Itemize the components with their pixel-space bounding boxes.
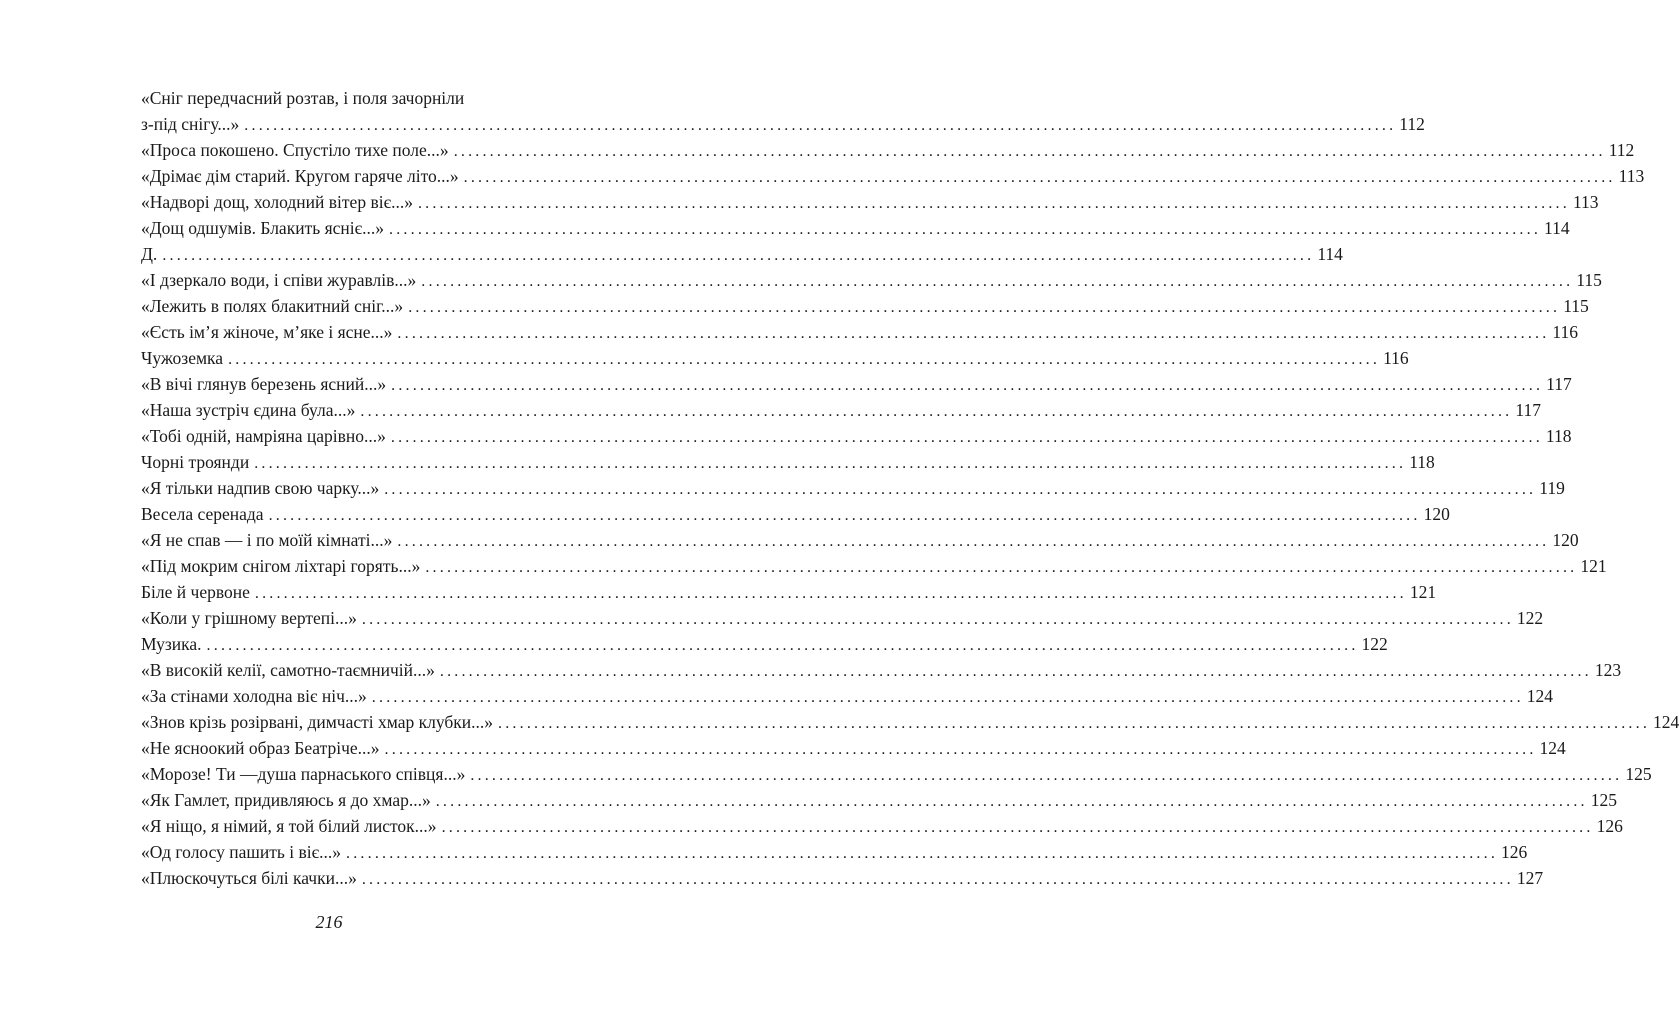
toc-entry: [141, 371, 1572, 397]
toc-entry: [141, 215, 1570, 241]
toc-entry: [141, 579, 1437, 605]
toc-entry-row: [141, 501, 1450, 527]
toc-entry: [141, 761, 1652, 787]
dot-leader: ................................................................................................................................................................: [391, 377, 1544, 394]
toc-entry-page: 113: [1618, 166, 1645, 186]
toc-entry-row: [141, 709, 1679, 735]
toc-entry: [141, 631, 1388, 657]
toc-entry: [141, 709, 1679, 735]
toc-entry-row: [141, 215, 1570, 241]
dot-leader: ................................................................................................................................................................: [254, 585, 1407, 602]
toc-entry-page: 118: [1545, 426, 1572, 446]
dot-leader: ................................................................................................................................................................: [361, 871, 1514, 888]
toc-entry-page: 121: [1409, 582, 1437, 602]
toc-entry: [141, 241, 1343, 267]
dot-leader: ................................................................................................................................................................: [228, 351, 1381, 368]
toc-entry: [141, 397, 1541, 423]
toc-entry-row: [141, 553, 1607, 579]
toc-entry-row: [141, 449, 1435, 475]
toc-entry: [141, 293, 1589, 319]
toc-entry: [141, 839, 1528, 865]
toc-entry-page: 122: [1516, 608, 1544, 628]
toc-entry-title: «Я не спав — і по моїй кімнаті...»: [141, 530, 393, 550]
toc-entry-title: Музика.: [141, 634, 202, 654]
toc-entry-page: 112: [1399, 114, 1425, 134]
toc-entry-page: 120: [1552, 530, 1579, 550]
toc-entry-page: 119: [1539, 478, 1565, 498]
toc-entry-title: «Морозе! Ти —душа парнаського співця...»: [141, 764, 466, 784]
toc-entry-row: [141, 683, 1554, 709]
toc-entry-row: [141, 319, 1579, 345]
toc-entry-title: «Од голосу пашить і віє...»: [141, 842, 342, 862]
toc-entry-title: «Дощ одшумів. Блакить ясніє...»: [141, 218, 385, 238]
toc-entry-page: 115: [1563, 296, 1589, 316]
toc-entry-title: Біле й червоне: [141, 582, 250, 602]
toc-entry-page: 124: [1653, 712, 1679, 732]
dot-leader: ................................................................................................................................................................: [435, 793, 1588, 810]
toc-entry-row: [141, 189, 1599, 215]
table-of-contents: [141, 85, 1679, 891]
toc-entry: [141, 605, 1544, 631]
dot-leader: ................................................................................................................................................................: [453, 143, 1606, 160]
toc-entry-page: 126: [1596, 816, 1623, 836]
toc-entry-title: «Не ясноокий образ Беатріче...»: [141, 738, 380, 758]
toc-entry-page: 118: [1409, 452, 1435, 472]
toc-entry-title: «Знов крізь розірвані, димчасті хмар клубки...»: [141, 712, 494, 732]
toc-entry: [141, 319, 1579, 345]
toc-entry-row: [141, 371, 1572, 397]
dot-leader: ................................................................................................................................................................: [498, 715, 1651, 732]
toc-entry-title: «Лежить в полях блакитний сніг...»: [141, 296, 404, 316]
dot-leader: ................................................................................................................................................................: [346, 845, 1499, 862]
dot-leader: ................................................................................................................................................................: [470, 767, 1623, 784]
dot-leader: ................................................................................................................................................................: [390, 429, 1543, 446]
toc-entry-title: «Наша зустріч єдина була...»: [141, 400, 356, 420]
toc-entry-title: Весела серенада: [141, 504, 264, 524]
toc-entry-page: 126: [1501, 842, 1528, 862]
toc-entry-row: [141, 527, 1579, 553]
toc-entry-title: «За стінами холодна віє ніч...»: [141, 686, 367, 706]
toc-entry-title: «Як Гамлет, придивляюсь я до хмар...»: [141, 790, 431, 810]
dot-leader: ................................................................................................................................................................: [384, 481, 1537, 498]
toc-entry-row: [141, 267, 1602, 293]
toc-entry-page: 114: [1544, 218, 1570, 238]
toc-entry-title: «Плюскочуться білі качки...»: [141, 868, 357, 888]
toc-entry-row: [141, 839, 1528, 865]
toc-entry-page: 127: [1516, 868, 1544, 888]
dot-leader: ................................................................................................................................................................: [417, 195, 1570, 212]
page-number-folio: 216: [315, 912, 343, 932]
dot-leader: ................................................................................................................................................................: [441, 819, 1594, 836]
toc-entry: [141, 865, 1544, 891]
toc-entry: [141, 449, 1435, 475]
toc-entry-title: «В високій келії, самотно-таємничій...»: [141, 660, 435, 680]
toc-entry: [141, 345, 1409, 371]
toc-entry-page: 123: [1594, 660, 1622, 680]
toc-entry-title: Чужоземка: [141, 348, 224, 368]
toc-entry: [141, 267, 1602, 293]
toc-entry-page: 113: [1572, 192, 1599, 212]
toc-entry: [141, 501, 1450, 527]
dot-leader: ................................................................................................................................................................: [206, 637, 1359, 654]
dot-leader: ................................................................................................................................................................: [254, 455, 1407, 472]
toc-entry: [141, 189, 1599, 215]
toc-entry-page: 121: [1580, 556, 1607, 576]
toc-entry-row: [141, 423, 1572, 449]
toc-entry-page: 116: [1552, 322, 1579, 342]
dot-leader: ................................................................................................................................................................: [439, 663, 1592, 680]
dot-leader: ................................................................................................................................................................: [425, 559, 1578, 576]
toc-entry-title: Чорні троянди: [141, 452, 250, 472]
toc-entry-row: [141, 787, 1617, 813]
toc-entry-title: «Я ніщо, я німий, я той білий листок...»: [141, 816, 437, 836]
toc-entry-row: [141, 657, 1622, 683]
toc-entry-row: [141, 865, 1544, 891]
toc-entry-row: [141, 241, 1343, 267]
toc-entry-title: «Тобі одній, намріяна царівно...»: [141, 426, 386, 446]
toc-entry-page: 124: [1539, 738, 1566, 758]
toc-entry-title: «Коли у грішному вертепі...»: [141, 608, 357, 628]
toc-entry-page: 114: [1317, 244, 1343, 264]
toc-entry-row: [141, 631, 1388, 657]
toc-entry-title-line1: «Сніг передчасний розтав, і поля зачорніли: [141, 88, 465, 108]
toc-entry-page: 117: [1546, 374, 1572, 394]
toc-entry-row: [141, 397, 1541, 423]
toc-entry-row: [141, 761, 1652, 787]
toc-entry-row: [141, 163, 1645, 189]
toc-entry: [141, 657, 1622, 683]
toc-entry: [141, 137, 1635, 163]
toc-entry-page: 112: [1608, 140, 1635, 160]
toc-entry: [141, 813, 1623, 839]
toc-entry-row: [141, 813, 1623, 839]
toc-entry-title: «Єсть ім’я жіноче, м’яке і ясне...»: [141, 322, 393, 342]
toc-entry-page: 120: [1423, 504, 1450, 524]
dot-leader: ................................................................................................................................................................: [371, 689, 1524, 706]
toc-entry-row: [141, 475, 1565, 501]
toc-entry-page: 124: [1526, 686, 1554, 706]
toc-entry-page: 117: [1515, 400, 1541, 420]
toc-entry-title: «І дзеркало води, і співи журавлів...»: [141, 270, 417, 290]
toc-entry-page: 125: [1625, 764, 1652, 784]
dot-leader: ................................................................................................................................................................: [397, 325, 1550, 342]
toc-entry: [141, 735, 1566, 761]
toc-entry-row: [141, 735, 1566, 761]
toc-entry-title: «В вічі глянув березень ясний...»: [141, 374, 387, 394]
toc-entry-row: [141, 579, 1437, 605]
toc-entry: [141, 85, 1425, 137]
toc-entry-title: «Проса покошено. Спустіло тихе поле...»: [141, 140, 449, 160]
toc-entry-title: «Надворі дощ, холодний вітер віє...»: [141, 192, 413, 212]
dot-leader: ................................................................................................................................................................: [361, 611, 1514, 628]
toc-entry-row: [141, 111, 1425, 137]
dot-leader: ................................................................................................................................................................: [244, 117, 1397, 134]
toc-entry: [141, 683, 1554, 709]
toc-entry-page: 125: [1590, 790, 1617, 810]
toc-entry: [141, 423, 1572, 449]
dot-leader: ................................................................................................................................................................: [389, 221, 1542, 238]
dot-leader: ................................................................................................................................................................: [384, 741, 1537, 758]
toc-entry-title: з-під снігу...»: [141, 114, 240, 134]
dot-leader: ................................................................................................................................................................: [397, 533, 1550, 550]
toc-entry-row: [141, 293, 1589, 319]
dot-leader: ................................................................................................................................................................: [162, 247, 1315, 264]
dot-leader: ................................................................................................................................................................: [463, 169, 1616, 186]
toc-entry: [141, 527, 1579, 553]
toc-entry-title: «Під мокрим снігом ліхтарі горять...»: [141, 556, 421, 576]
toc-entry-page: 116: [1383, 348, 1409, 368]
toc-entry-page: 122: [1361, 634, 1388, 654]
toc-entry-title: «Я тільки надпив свою чарку...»: [141, 478, 380, 498]
toc-entry-title: Д.: [141, 244, 158, 264]
toc-entry-title: «Дрімає дім старий. Кругом гаряче літо...»: [141, 166, 459, 186]
dot-leader: ................................................................................................................................................................: [421, 273, 1574, 290]
toc-entry-row: [141, 605, 1544, 631]
dot-leader: ................................................................................................................................................................: [408, 299, 1561, 316]
toc-entry: [141, 163, 1645, 189]
dot-leader: ................................................................................................................................................................: [268, 507, 1421, 524]
toc-entry-page: 115: [1576, 270, 1602, 290]
toc-entry: [141, 475, 1565, 501]
toc-entry: [141, 787, 1617, 813]
toc-entry: [141, 553, 1607, 579]
toc-entry-row: [141, 345, 1409, 371]
toc-entry-row: [141, 137, 1635, 163]
dot-leader: ................................................................................................................................................................: [360, 403, 1513, 420]
